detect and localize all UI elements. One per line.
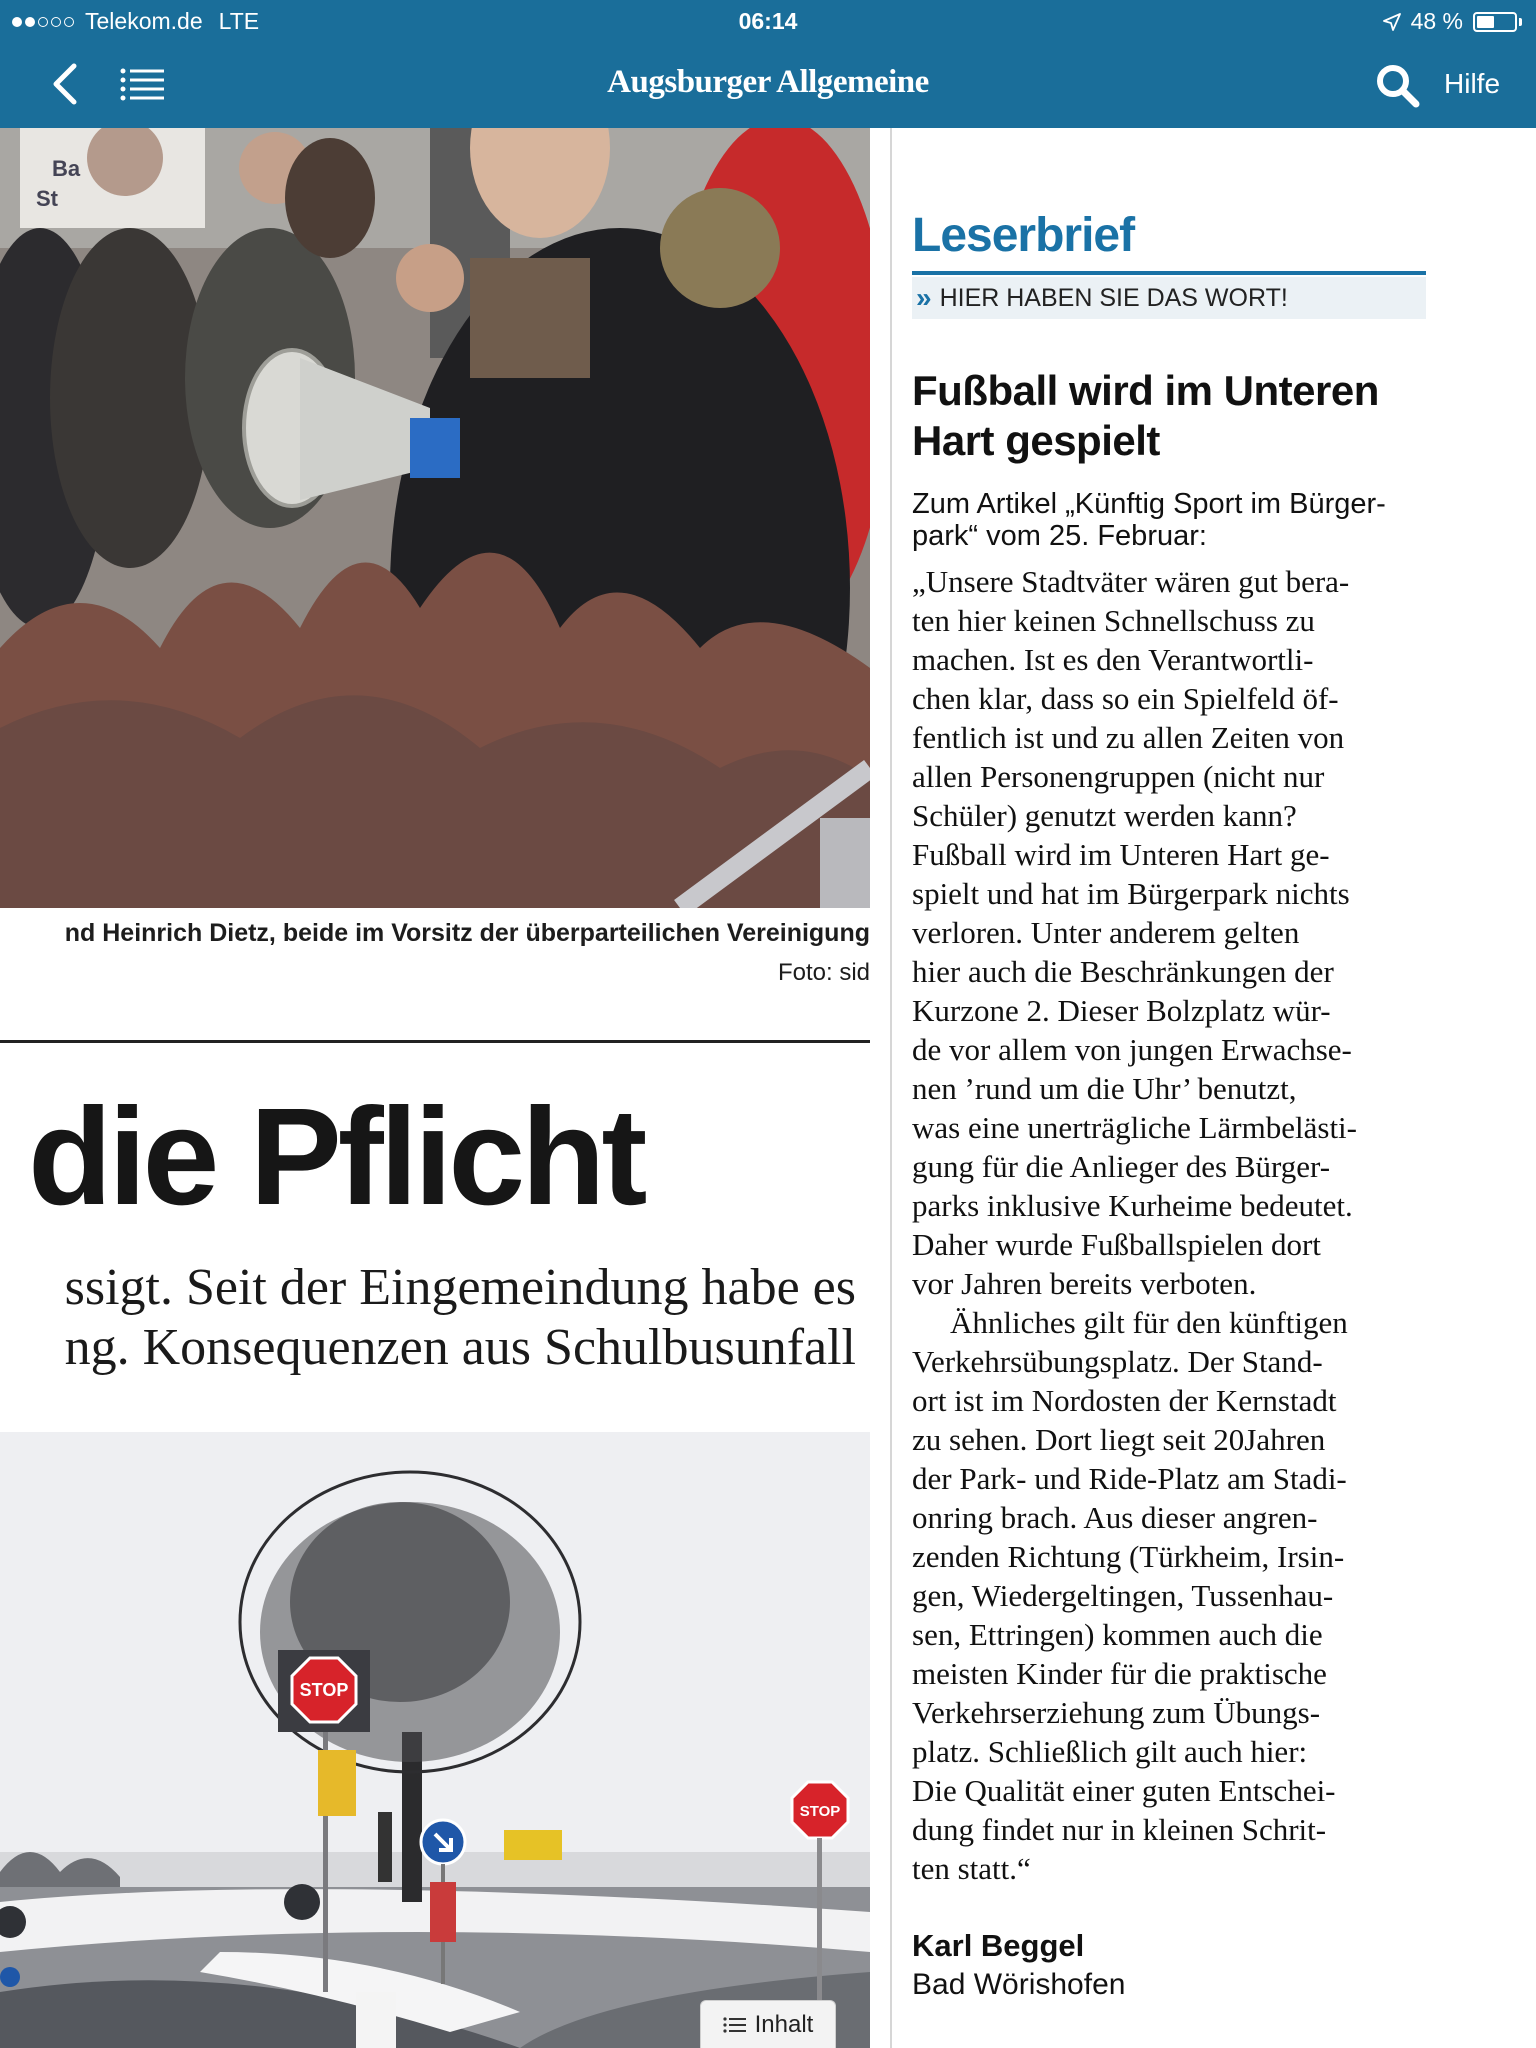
letter-body-line: platz. Schließlich gilt auch hier: — [912, 1734, 1308, 1769]
network-type: LTE — [218, 8, 260, 34]
letter-body-line: Die Qualität einer guten Entschei- — [912, 1773, 1336, 1808]
letter-reference — [912, 488, 1432, 552]
help-button[interactable]: Hilfe — [1444, 68, 1501, 99]
top-bar — [0, 0, 1536, 128]
tagline-text: HIER HABEN SIE DAS WORT! — [939, 283, 1288, 312]
article-headline: die Pflicht — [28, 1080, 644, 1234]
kicker-rule — [912, 271, 1426, 275]
location-arrow-icon — [1383, 13, 1401, 31]
sign-text: Ba — [52, 156, 81, 181]
search-button[interactable] — [1374, 62, 1422, 110]
clock: 06:14 — [738, 8, 798, 34]
letter-body-line: dung findet nur in kleinen Schrit- — [912, 1812, 1327, 1847]
letter-body-line: Daher wurde Fußballspielen dort — [912, 1227, 1321, 1262]
letter-body-line: spielt und hat im Bürgerpark nichts — [912, 876, 1350, 911]
letter-body-line: verloren. Unter anderem gelten — [912, 915, 1300, 950]
letter-body-line: Ähnliches gilt für den künftigen — [950, 1305, 1348, 1340]
letter-body-line: parks inklusive Kurheime bedeutet. — [912, 1188, 1353, 1223]
road-sign-photo-illustration — [0, 1432, 870, 2048]
section-tagline — [912, 277, 1426, 319]
letter-body-line: gen, Wiedergeltingen, Tussenhau- — [912, 1578, 1334, 1613]
letter-body-line: gung für die Anlieger des Bürger- — [912, 1149, 1331, 1184]
contents-button-label: Inhalt — [754, 2010, 814, 2038]
road-sign-photo — [0, 1432, 870, 2048]
section-kicker: Leserbrief — [912, 209, 1135, 262]
letter-body-line: Verkehrserziehung zum Übungs- — [912, 1695, 1321, 1730]
stop-sign-text: STOP — [799, 1803, 841, 1820]
letter-body-line: hier auch die Beschränkungen der — [912, 954, 1334, 989]
letter-body-line: vor Jahren bereits verboten. — [912, 1266, 1257, 1301]
letter-body — [912, 562, 1432, 1888]
headline-line: Hart gespielt — [912, 417, 1160, 464]
headline-line: Fußball wird im Unteren — [912, 367, 1379, 414]
list-icon — [723, 2016, 747, 2034]
column-divider — [890, 128, 892, 2048]
letter-body-line: sen, Ettringen) kommen auch die — [912, 1617, 1323, 1652]
reference-line: park“ vom 25. Februar: — [912, 520, 1207, 552]
app-title: Augsburger Allgemeine — [607, 64, 929, 100]
letter-body-line: fentlich ist und zu allen Zeiten von — [912, 720, 1345, 755]
letter-body-line: „Unsere Stadtväter wären gut bera- — [912, 564, 1350, 599]
battery-tip — [1519, 18, 1522, 26]
left-page — [0, 128, 870, 2048]
letter-body-line: nen ’rund um die Uhr’ benutzt, — [912, 1071, 1297, 1106]
letter-body-line: Fußball wird im Unteren Hart ge- — [912, 837, 1330, 872]
section-rule — [0, 1040, 870, 1043]
letter-body-line: allen Personengruppen (nicht nur — [912, 759, 1325, 794]
letter-body-line: zu sehen. Dort liegt seit 20Jahren — [912, 1422, 1326, 1457]
letter-body-line: Verkehrsübungsplatz. Der Stand- — [912, 1344, 1323, 1379]
deck-line: ng. Konsequenzen aus Schulbusunfall — [64, 1319, 856, 1376]
letter-body-line: ort ist im Nordosten der Kernstadt — [912, 1383, 1337, 1418]
status-right — [1383, 8, 1522, 35]
stop-sign-text: STOP — [299, 1680, 349, 1700]
battery-icon — [1473, 12, 1517, 32]
letter-body-line: chen klar, dass so ein Spielfeld öf- — [912, 681, 1339, 716]
photo-caption: nd Heinrich Dietz, beide im Vorsitz der überparteilichen Vereinigung — [64, 919, 870, 947]
battery-percent: 48 % — [1410, 8, 1463, 34]
letter-author-place: Bad Wörishofen — [912, 1968, 1126, 2001]
protest-photo — [0, 128, 870, 908]
carrier-name: Telekom.de — [85, 8, 203, 34]
contents-button[interactable] — [700, 2000, 836, 2048]
letter-body-line: ten statt.“ — [912, 1851, 1031, 1886]
letter-body-line: ten hier keinen Schnellschuss zu — [912, 603, 1315, 638]
letter-headline — [912, 366, 1432, 466]
letter-body-line: de vor allem von jungen Erwachse- — [912, 1032, 1352, 1067]
letter-body-line: der Park- und Ride-Platz am Stadi- — [912, 1461, 1347, 1496]
letter-body-line: Kurzone 2. Dieser Bolzplatz wür- — [912, 993, 1331, 1028]
letter-body-line: meisten Kinder für die praktische — [912, 1656, 1327, 1691]
letter-body-line: was eine unerträgliche Lärmbelästi- — [912, 1110, 1357, 1145]
nav-bar — [0, 40, 1536, 128]
battery-level-fill — [1477, 16, 1494, 28]
letter-body-line: Schüler) genutzt werden kann? — [912, 798, 1297, 833]
search-icon — [1374, 62, 1422, 110]
double-chevron-icon: » — [916, 282, 932, 313]
photo-credit: Foto: sid — [777, 959, 870, 986]
letter-author: Karl Beggel — [912, 1928, 1085, 1963]
reference-line: Zum Artikel „Künftig Sport im Bürger- — [912, 488, 1386, 520]
deck-line: ssigt. Seit der Eingemeindung habe es — [64, 1259, 856, 1316]
status-bar — [0, 0, 1536, 40]
protest-photo-illustration — [0, 128, 870, 908]
letter-body-line: onring brach. Aus dieser angren- — [912, 1500, 1318, 1535]
sign-text: St — [36, 186, 58, 211]
article-deck — [0, 1258, 856, 1378]
letter-body-line: zenden Richtung (Türkheim, Irsin- — [912, 1539, 1345, 1574]
letter-body-line: machen. Ist es den Verantwortli- — [912, 642, 1314, 677]
